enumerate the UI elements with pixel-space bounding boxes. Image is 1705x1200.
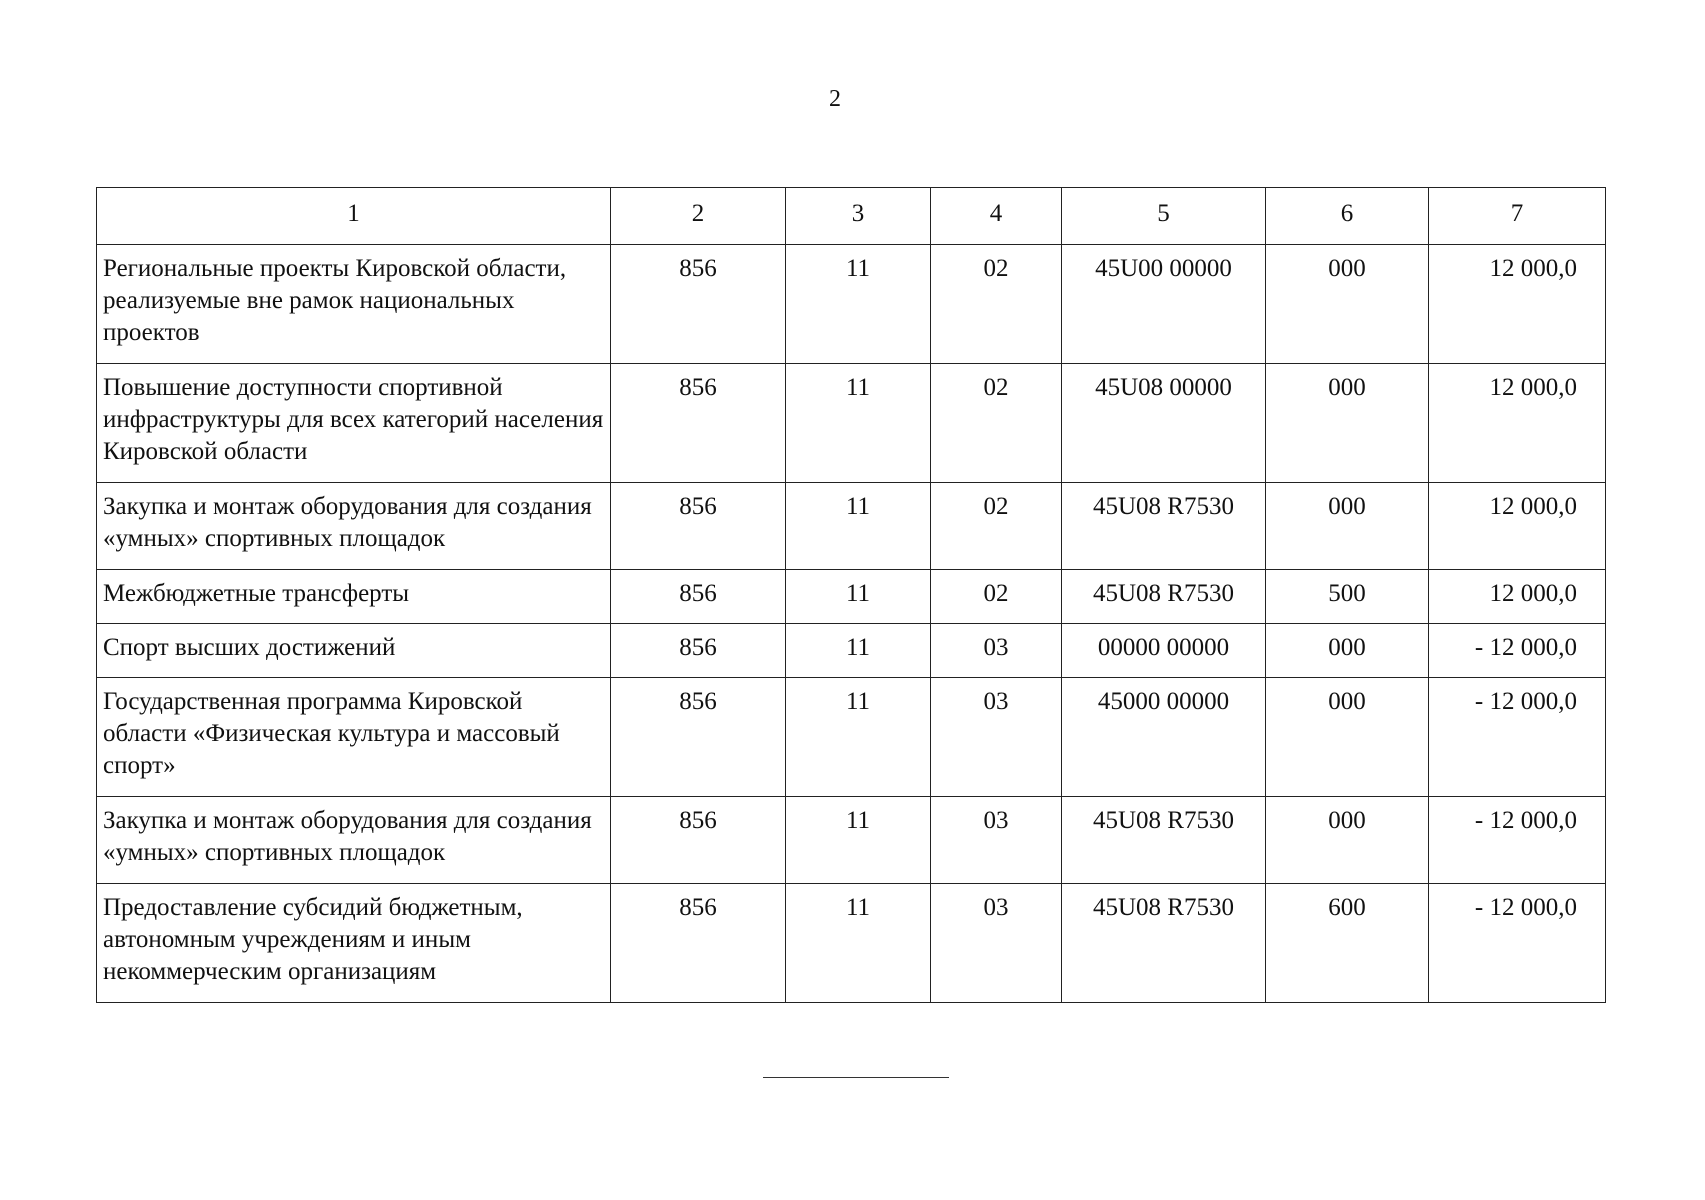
cell-col-4: 03 — [931, 797, 1062, 884]
footer-divider — [763, 1077, 949, 1078]
table-row — [97, 624, 1606, 678]
table-row — [97, 678, 1606, 797]
column-header-6: 6 — [1266, 188, 1429, 245]
table-header — [97, 188, 1606, 245]
table-row — [97, 570, 1606, 624]
cell-col-3: 11 — [786, 884, 931, 1003]
cell-col-3: 11 — [786, 797, 931, 884]
header-row — [97, 188, 1606, 245]
cell-col-6: 000 — [1266, 245, 1429, 364]
cell-col-6: 600 — [1266, 884, 1429, 1003]
cell-col-4: 03 — [931, 624, 1062, 678]
cell-col-3: 11 — [786, 678, 931, 797]
cell-col-3: 11 — [786, 245, 931, 364]
cell-col-6: 500 — [1266, 570, 1429, 624]
cell-col-7-amount: - 12 000,0 — [1429, 624, 1606, 678]
row-name-cell: Государственная программа Кировской области «Физическая культура и массовый спорт» — [97, 678, 611, 797]
cell-col-5: 45U00 00000 — [1062, 245, 1266, 364]
row-name-cell: Закупка и монтаж оборудования для создания «умных» спортивных площадок — [97, 483, 611, 570]
table-row — [97, 884, 1606, 1003]
row-name-cell: Межбюджетные трансферты — [97, 570, 611, 624]
cell-col-3: 11 — [786, 624, 931, 678]
cell-col-5: 45U08 R7530 — [1062, 797, 1266, 884]
cell-col-2: 856 — [611, 678, 786, 797]
cell-col-5: 45000 00000 — [1062, 678, 1266, 797]
cell-col-2: 856 — [611, 245, 786, 364]
cell-col-4: 03 — [931, 678, 1062, 797]
cell-col-5: 45U08 00000 — [1062, 364, 1266, 483]
table-row — [97, 797, 1606, 884]
table-body — [97, 245, 1606, 1003]
cell-col-7-amount: 12 000,0 — [1429, 483, 1606, 570]
row-name-cell: Закупка и монтаж оборудования для создания «умных» спортивных площадок — [97, 797, 611, 884]
cell-col-6: 000 — [1266, 797, 1429, 884]
cell-col-4: 02 — [931, 364, 1062, 483]
cell-col-4: 03 — [931, 884, 1062, 1003]
cell-col-6: 000 — [1266, 678, 1429, 797]
cell-col-5: 00000 00000 — [1062, 624, 1266, 678]
column-header-7: 7 — [1429, 188, 1606, 245]
row-name-cell: Повышение доступности спортивной инфраструктуры для всех категорий населения Кировской области — [97, 364, 611, 483]
cell-col-7-amount: 12 000,0 — [1429, 570, 1606, 624]
cell-col-6: 000 — [1266, 624, 1429, 678]
cell-col-3: 11 — [786, 570, 931, 624]
table-row — [97, 364, 1606, 483]
cell-col-3: 11 — [786, 364, 931, 483]
cell-col-3: 11 — [786, 483, 931, 570]
cell-col-5: 45U08 R7530 — [1062, 884, 1266, 1003]
cell-col-5: 45U08 R7530 — [1062, 483, 1266, 570]
cell-col-7-amount: 12 000,0 — [1429, 245, 1606, 364]
column-header-1: 1 — [97, 188, 611, 245]
column-header-4: 4 — [931, 188, 1062, 245]
column-header-2: 2 — [611, 188, 786, 245]
cell-col-5: 45U08 R7530 — [1062, 570, 1266, 624]
cell-col-2: 856 — [611, 884, 786, 1003]
cell-col-4: 02 — [931, 245, 1062, 364]
budget-table — [96, 187, 1606, 1003]
table-row — [97, 245, 1606, 364]
row-name-cell: Спорт высших достижений — [97, 624, 611, 678]
cell-col-2: 856 — [611, 483, 786, 570]
column-header-3: 3 — [786, 188, 931, 245]
cell-col-4: 02 — [931, 570, 1062, 624]
cell-col-7-amount: - 12 000,0 — [1429, 797, 1606, 884]
column-header-5: 5 — [1062, 188, 1266, 245]
cell-col-2: 856 — [611, 570, 786, 624]
cell-col-7-amount: 12 000,0 — [1429, 364, 1606, 483]
cell-col-6: 000 — [1266, 483, 1429, 570]
cell-col-7-amount: - 12 000,0 — [1429, 884, 1606, 1003]
table-row — [97, 483, 1606, 570]
cell-col-6: 000 — [1266, 364, 1429, 483]
cell-col-4: 02 — [931, 483, 1062, 570]
cell-col-2: 856 — [611, 797, 786, 884]
cell-col-7-amount: - 12 000,0 — [1429, 678, 1606, 797]
row-name-cell: Региональные проекты Кировской области, реализуемые вне рамок национальных проектов — [97, 245, 611, 364]
page-number: 2 — [829, 86, 841, 112]
cell-col-2: 856 — [611, 364, 786, 483]
row-name-cell: Предоставление субсидий бюджетным, автономным учреждениям и иным некоммерческим организациям — [97, 884, 611, 1003]
cell-col-2: 856 — [611, 624, 786, 678]
